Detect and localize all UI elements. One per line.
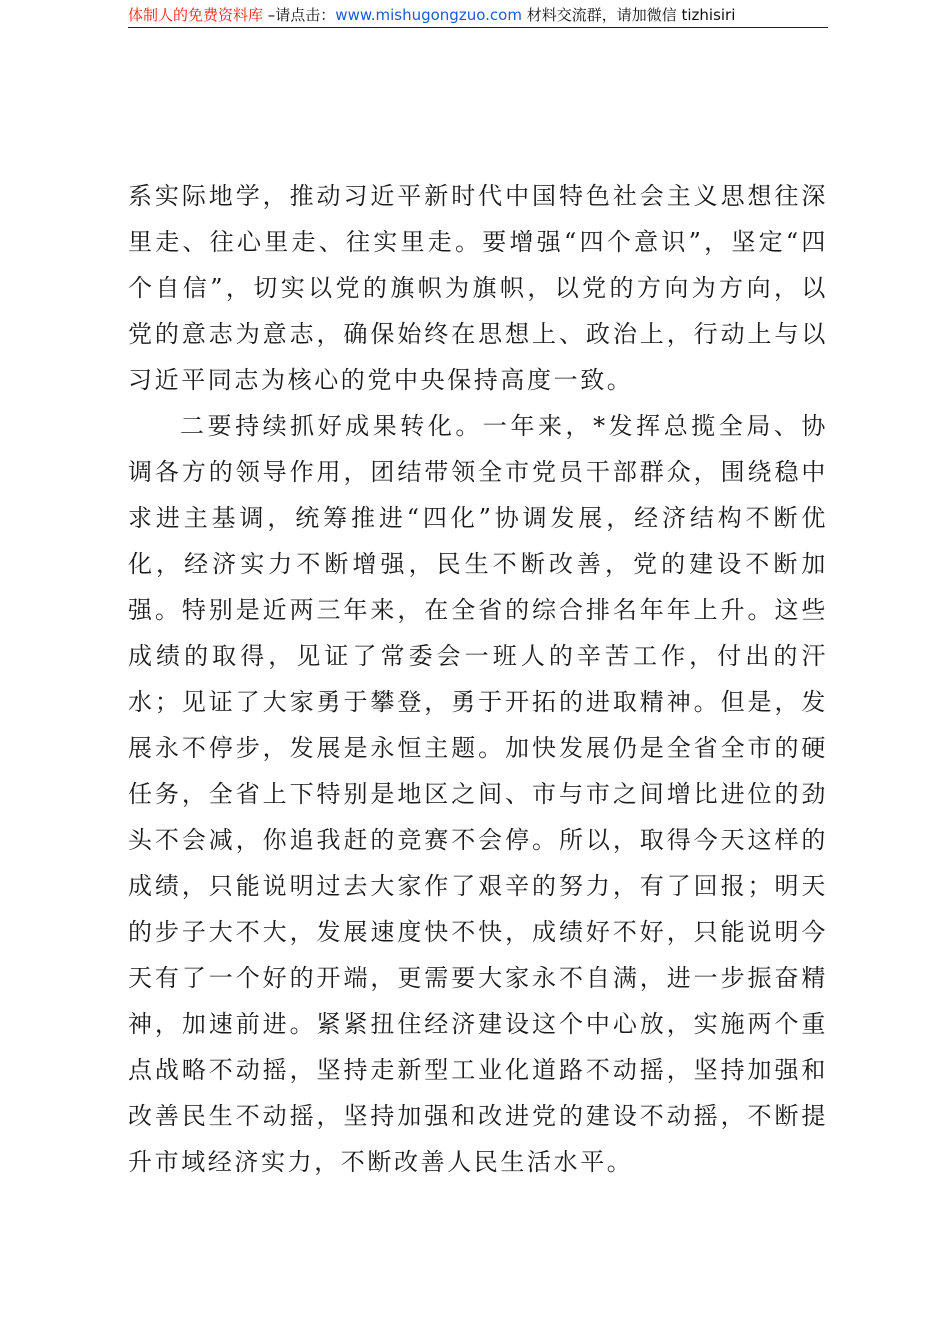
paragraph-outcome-transformation: 二要持续抓好成果转化。一年来，*发挥总揽全局、协调各方的领导作用，团结带领全市党员干部群众，围绕稳中求进主基调，统筹推进“四化”协调发展，经济结构不断优化，经济实力不断增强，民生不断改善，党的建设不断加强。特别是近两三年来，在全省的综合排名年年上升。这些成绩的取得，见证了常委会一班人的辛苦工作，付出的汗水；见证了大家勇于攀登，勇于开拓的进取精神。但是，发展永不停步，发展是永恒主题。加快发展仍是全省全市的硬任务，全省上下特别是地区之间、市与市之间增比进位的劲头不会减，你追我赶的竞赛不会停。所以，取得今天这样的成绩，只能说明过去大家作了艰辛的努力，有了回报；明天的步子大不大，发展速度快不快，成绩好不好，只能说明今天有了一个好的开端，更需要大家永不自满，进一步振奋精神，加速前进。紧紧扭住经济建设这个中心放，实施两个重点战略不动摇，坚持走新型工业化道路不动摇，坚持加强和改善民生不动摇，坚持加强和改进党的建设不动摇，不断提升市域经济实力，不断改善人民生活水平。 bbox=[128, 412, 828, 1176]
page-header bbox=[128, 4, 828, 26]
header-url-link[interactable]: www.mishugongzuo.com bbox=[335, 6, 522, 24]
header-contact: 材料交流群，请加微信 tizhisiri bbox=[521, 6, 736, 24]
header-brand: 体制人的免费资料库 bbox=[128, 6, 264, 24]
paragraph-continued: 系实际地学，推动习近平新时代中国特色社会主义思想往深里走、往心里走、往实里走。要增强“四个意识”，坚定“四个自信”，切实以党的旗帜为旗帜，以党的方向为方向，以党的意志为意志，确保始终在思想上、政治上，行动上与以习近平同志为核心的党中央保持高度一致。 bbox=[128, 182, 828, 394]
document-body bbox=[128, 173, 828, 1185]
header-divider bbox=[128, 27, 828, 28]
header-prompt: –请点击： bbox=[263, 6, 336, 24]
